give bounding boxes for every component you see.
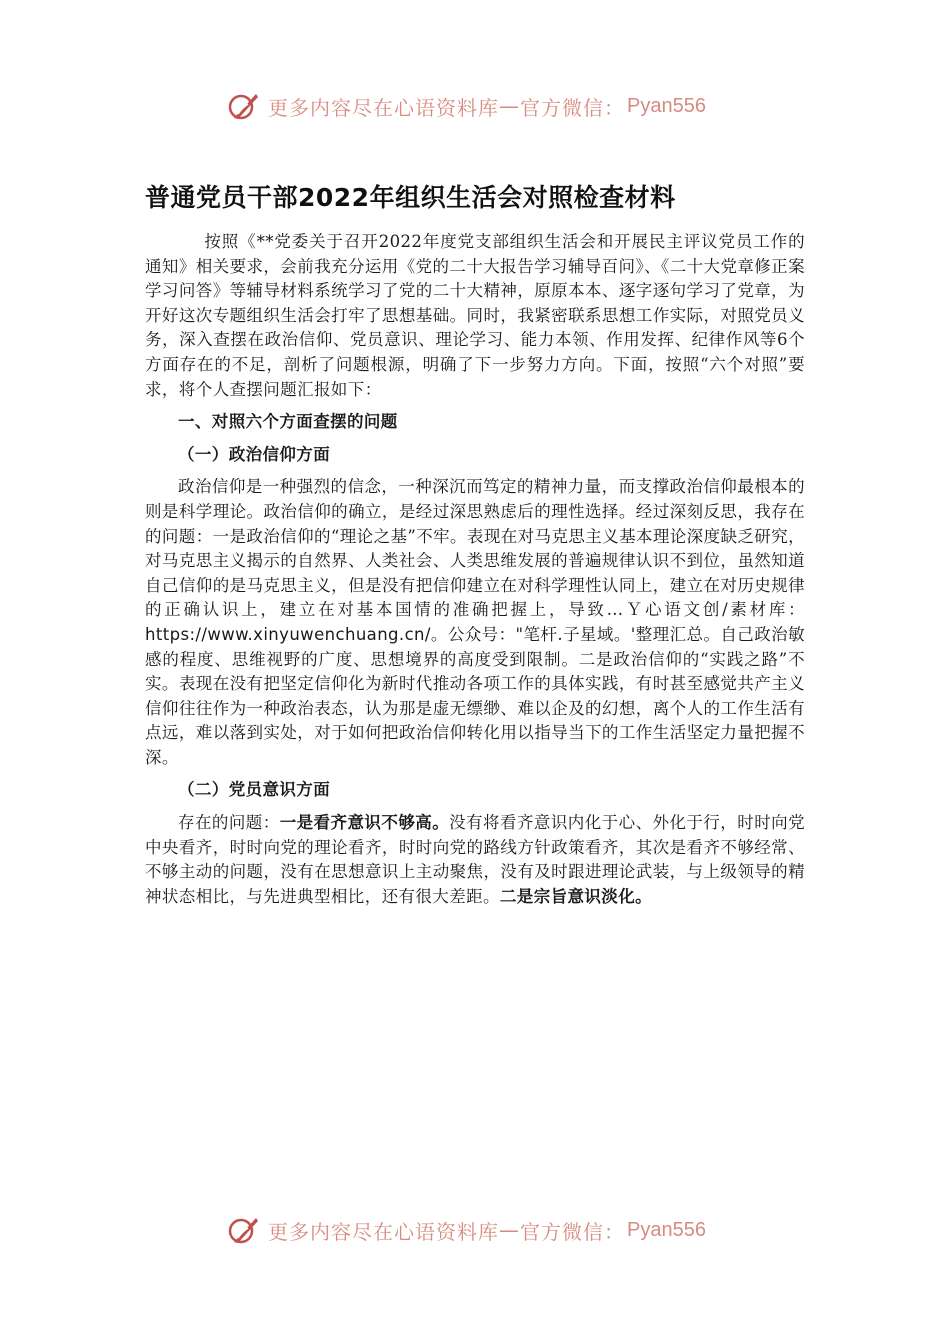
subsection-heading-political-belief: （一）政治信仰方面	[178, 444, 331, 464]
watermark-wechat-label: 官方微信：	[520, 1219, 625, 1244]
subsection-heading-party-awareness: （二）党员意识方面	[178, 780, 331, 800]
watermark-text: 更多内容尽在心语资料库	[268, 95, 499, 120]
watermark-wechat-id: Pyan556	[627, 94, 706, 117]
source-url-text: https://www.xinyuwenchuang.cn/	[145, 624, 431, 644]
watermark-dash: —	[499, 94, 520, 118]
document-title: 普通党员干部2022年组织生活会对照检查材料	[145, 183, 676, 212]
intro-paragraph: 按照《**党委关于召开2022年度党支部组织生活会和开展民主评议党员工作的通知》相关要求，会前我充分运用《党的二十大报告学习辅导百问》、《二十大党章修正案学习问答》等辅导材料系统学习了党的二十大精神，原原本本、逐字逐句学习了党章，为开好这次专题组织生活会打牢了思想基础。同时，我紧密联系思想工作实际，对照党员义务，深入查摆在政治信仰、党员意识、理论学习、能力本领、作用发挥、纪律作风等6个方面存在的不足，剖析了问题根源，明确了下一步努力方向。下面，按照“六个对照”要求，将个人查摆问题汇报如下：	[145, 232, 805, 399]
document-body	[145, 230, 805, 909]
watermark-wechat-label: 官方微信：	[520, 95, 625, 120]
section-heading: 一、对照六个方面查摆的问题	[178, 412, 398, 432]
political-belief-paragraph	[145, 475, 805, 770]
party-awareness-lead: 存在的问题：	[178, 813, 280, 833]
watermark-wechat-id: Pyan556	[627, 1218, 706, 1241]
party-awareness-point-one: 一是看齐意识不够高。	[279, 813, 450, 833]
watermark-text: 更多内容尽在心语资料库	[268, 1219, 499, 1244]
party-awareness-body: 没有将看齐意识内化于心、外化于行，时时向党中央看齐，时时向党的理论看齐，时时向党的路线方针政策看齐，其次是看齐不够经常、不够主动的问题，没有在思想意识上主动聚焦，没有及时跟进理论武装，与上级领导的精神状态相比，与先进典型相比，还有很大差距。	[145, 813, 805, 906]
watermark-banner-top	[226, 86, 746, 126]
party-awareness-paragraph	[145, 811, 805, 909]
watermark-banner-bottom	[226, 1210, 746, 1250]
political-belief-text-a: 政治信仰是一种强烈的信念，一种深沉而笃定的精神力量，而支撑政治信仰最根本的则是科学理论。政治信仰的确立，是经过深思熟虑后的理性选择。经过深刻反思，我存在的问题：一是政治信仰的“理论之基”不牢。表现在对马克思主义基本理论深度缺乏研究，对马克思主义揭示的自然界、人类社会、人类思维发展的普遍规律认识不到位，虽然知道自己信仰的是马克思主义，但是没有把信仰建立在对科学理性认同上，建立在对历史规律的正确认识上，建立在对基本国情的准确把握上，导致…Ｙ心语文创/素材库：	[145, 477, 805, 620]
watermark-dash: —	[499, 1218, 520, 1242]
quill-logo-icon	[226, 1212, 262, 1248]
political-belief-text-b: 。公众号："笔杆.子星域。'整理汇总。自己政治敏感的程度、思维视野的广度、思想境界的高度受到限制。二是政治信仰的“实践之路”不实。表现在没有把坚定信仰化为新时代推动各项工作的具体实践，有时甚至感觉共产主义信仰往往作为一种政治表态，认为那是虚无缥缈、难以企及的幻想，离个人的工作生活有点远，难以落到实处，对于如何把政治信仰转化用以指导当下的工作生活坚定力量把握不深。	[145, 624, 805, 767]
party-awareness-point-two: 二是宗旨意识淡化。	[499, 886, 653, 906]
quill-logo-icon	[226, 88, 262, 124]
